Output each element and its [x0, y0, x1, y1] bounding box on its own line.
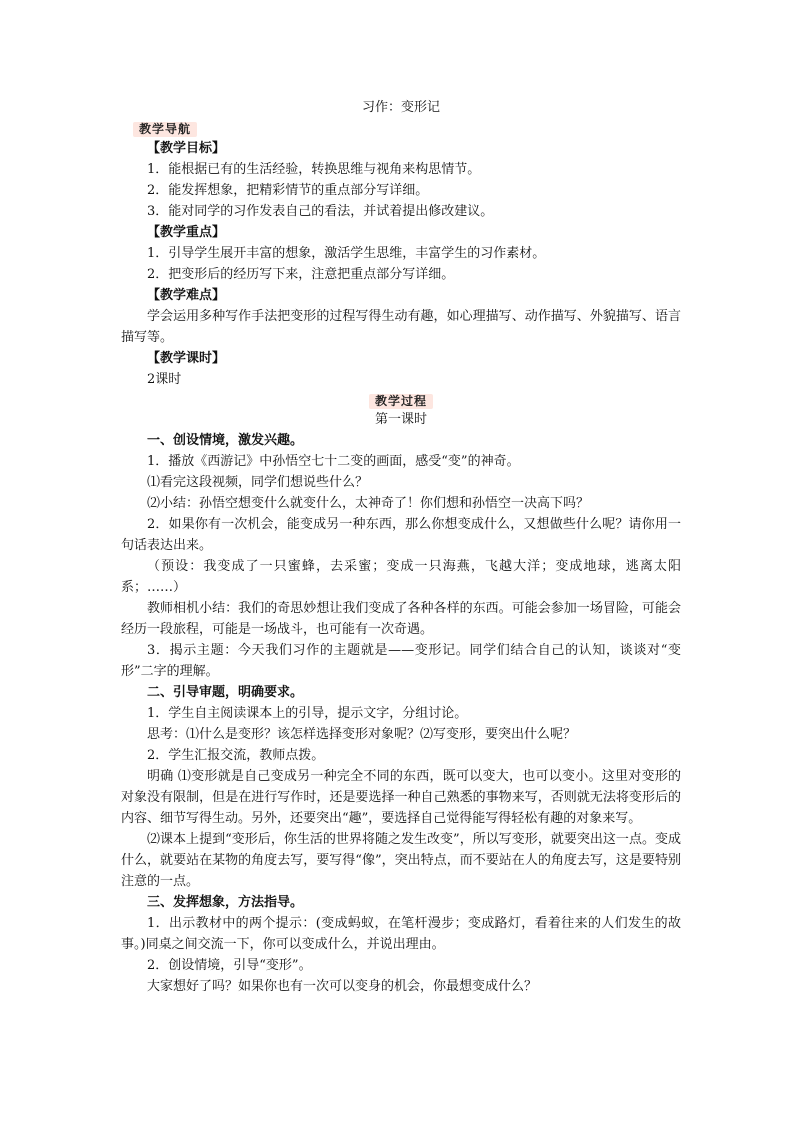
process-banner-row: [121, 390, 681, 410]
paragraph: 1．出示教材中的两个提示：(变成蚂蚁，在笔杆漫步；变成路灯，看着往来的人们发生的故事。)同桌之间交流一下，你可以变成什么，并说出理由。: [121, 916, 681, 952]
focus-item: 1．引导学生展开丰富的想象，激活学生思维，丰富学生的习作素材。: [147, 246, 546, 261]
teaching-guide-banner: 教学导航: [133, 122, 197, 137]
document-body: [121, 98, 681, 997]
difficulty-text: 学会运用多种写作手法把变形的过程写得生动有趣，如心理描写、动作描写、外貌描写、语言描写等。: [121, 309, 681, 345]
goal-item: 3．能对同学的习作发表自己的看法，并试着提出修改建议。: [147, 204, 494, 219]
lesson-title: 第一课时: [374, 412, 427, 427]
paragraph: 3．揭示主题：今天我们习作的主题就是——变形记。同学们结合自己的认知，谈谈对“变形”二字的理解。: [121, 643, 681, 679]
goal-item: 1．能根据已有的生活经验，转换思维与视角来构思情节。: [147, 162, 481, 177]
goals-heading: 【教学目标】: [147, 141, 226, 156]
paragraph: 2．学生汇报交流，教师点拨。: [147, 748, 325, 763]
paragraph: 2．创设情境，引导“变形”。: [147, 958, 312, 973]
section-heading: 二、引导审题，明确要求。: [147, 685, 304, 700]
paragraph: 大家想好了吗？如果你也有一次可以变身的机会，你最想变成什么？: [147, 979, 538, 994]
focus-heading: 【教学重点】: [147, 225, 226, 240]
focus-item: 2．把变形后的经历写下来，注意把重点部分写详细。: [147, 267, 455, 282]
hours-heading: 【教学课时】: [147, 351, 226, 366]
difficulty-heading: 【教学难点】: [147, 288, 226, 303]
paragraph: （预设：我变成了一只蜜蜂，去采蜜；变成一只海燕，飞越大洋；变成地球，逃离太阳系；……）: [121, 559, 681, 595]
hours-text: 2课时: [147, 372, 182, 387]
guide-banner-row: [121, 118, 681, 138]
paragraph: 教师相机小结：我们的奇思妙想让我们变成了各种各样的东西。可能会参加一场冒险，可能会经历一段旅程，可能是一场战斗，也可能有一次奇遇。: [121, 601, 681, 637]
paragraph: 2．如果你有一次机会，能变成另一种东西，那么你想变成什么，又想做些什么呢？请你用一句话表达出来。: [121, 517, 681, 553]
paragraph: ⑵课本上提到“变形后，你生活的世界将随之发生改变”，所以写变形，就要突出这一点。变成什么，就要站在某物的角度去写，要写得“像”，突出特点，而不要站在人的角度去写，这是要特别注意的一点。: [121, 832, 681, 889]
paragraph: 1．学生自主阅读课本上的引导，提示文字，分组讨论。: [147, 706, 468, 721]
paragraph: ⑵小结：孙悟空想变什么就变什么，太神奇了！你们想和孙悟空一决高下吗？: [147, 496, 590, 511]
paragraph: ⑴看完这段视频，同学们想说些什么？: [147, 475, 369, 490]
goal-item: 2．能发挥想象，把精彩情节的重点部分写详细。: [147, 183, 429, 198]
section-heading: 一、创设情境，激发兴趣。: [147, 433, 304, 448]
teaching-process-banner: 教学过程: [369, 394, 433, 409]
paragraph: 明确 ⑴变形就是自己变成另一种完全不同的东西，既可以变大，也可以变小。这里对变形的对象没有限制，但是在进行写作时，还是要选择一种自己熟悉的事物来写，否则就无法将变形后的内容、细节写得生动。另外，还要突出“趣”，要选择自己觉得能写得轻松有趣的对象来写。: [121, 769, 681, 826]
document-title: 习作：变形记: [361, 100, 440, 115]
section-heading: 三、发挥想象，方法指导。: [147, 895, 304, 910]
paragraph: 1．播放《西游记》中孙悟空七十二变的画面，感受“变”的神奇。: [147, 454, 520, 469]
paragraph: 思考：⑴什么是变形？该怎样选择变形对象呢？⑵写变形，要突出什么呢？: [147, 727, 577, 742]
